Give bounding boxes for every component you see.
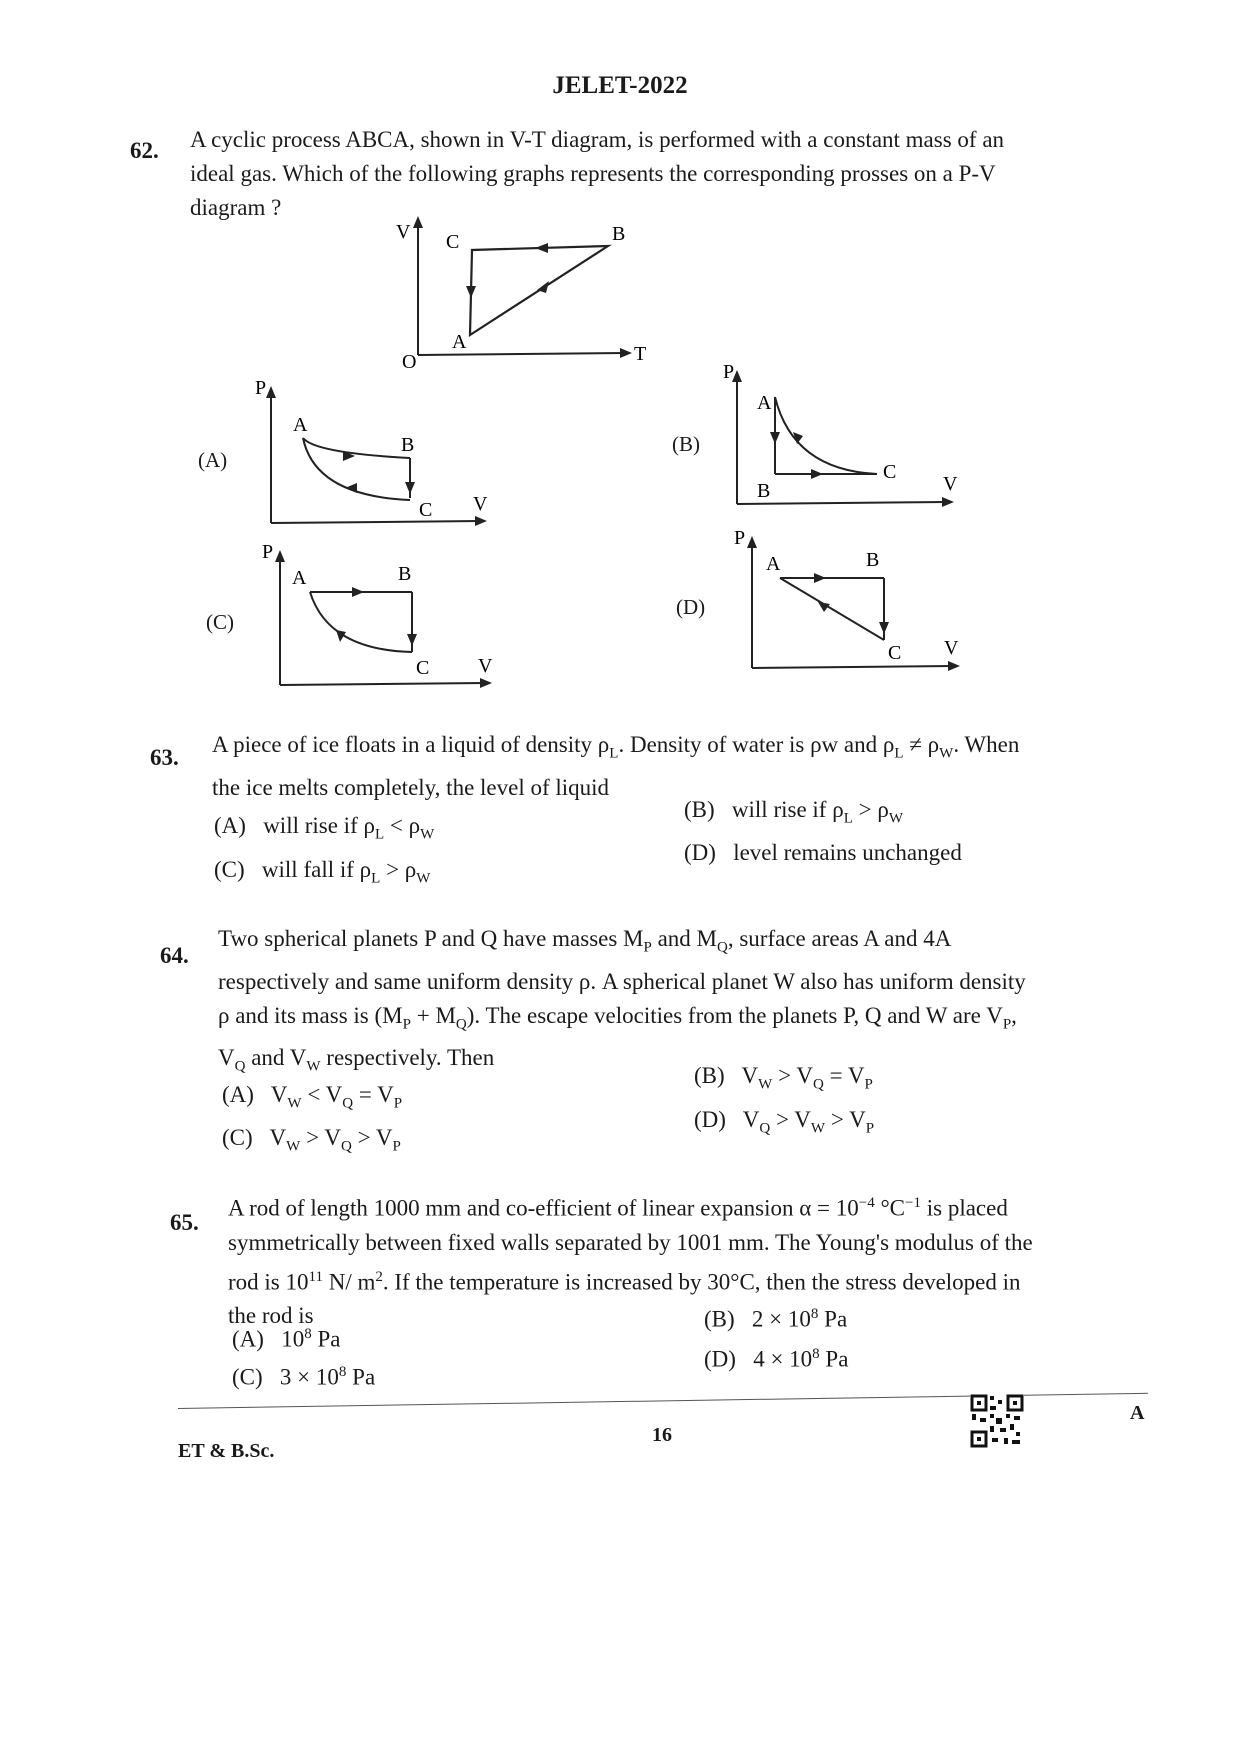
q64-option-a: (A) $V_W < V_Q = V_P$: [222, 1082, 403, 1112]
q64-option-b: (B) $V_W > V_Q = V_P$: [694, 1063, 873, 1093]
opt-d-point-b: B: [866, 549, 880, 571]
opt-b-axis-v: V: [943, 473, 958, 495]
vt-point-a: A: [452, 331, 467, 353]
page-number: 16: [652, 1424, 672, 1446]
opt-a-axis-p: P: [255, 377, 267, 399]
page-title: JELET-2022: [552, 72, 688, 99]
qr-code-icon: [970, 1394, 1024, 1448]
question-62-line2: ideal gas. Which of the following graphs represents the corresponding prosses on a P-V: [190, 161, 996, 186]
opt-b-point-a: A: [757, 392, 772, 414]
q63-option-a: (A) will rise if $\rho_L < \rho_W$: [214, 813, 435, 843]
question-64-text: [218, 922, 1118, 1084]
question-64-number: 64.: [160, 943, 189, 968]
question-64-line3: ρ and its mass is $(M_P + M_Q)$. The escape velocities from the planets P, Q and W are $V_P$,: [218, 1002, 1017, 1033]
opt-a-point-b: B: [401, 434, 415, 456]
opt-d-axis-v: V: [944, 637, 959, 659]
q62-option-a-label: (A): [198, 448, 228, 472]
question-62-line3: diagram ?: [190, 195, 282, 220]
opt-c-axis-v: V: [478, 655, 493, 677]
opt-b-axis-p: P: [723, 361, 735, 383]
question-65-line2: symmetrically between fixed walls separated by 1001 mm. The Young's modulus of the: [228, 1229, 1033, 1255]
q62-option-d-label: (D): [676, 595, 706, 619]
opt-c-point-b: B: [398, 563, 412, 585]
opt-d-point-a: A: [766, 553, 781, 575]
q65-option-b: (B) $2 \times 10^8$ Pa: [704, 1306, 848, 1332]
vt-diagram: [380, 210, 670, 375]
footer-course: ET & B.Sc.: [178, 1440, 275, 1462]
opt-d-axis-p: P: [734, 527, 746, 549]
q63-option-c: (C) will fall if $\rho_L > \rho_W$: [214, 857, 431, 887]
q62-option-b-graph: [725, 362, 975, 512]
opt-a-point-a: A: [293, 414, 308, 436]
question-62-number: 62.: [130, 138, 159, 163]
vt-origin: O: [402, 351, 417, 373]
q63-option-b: (B) will rise if $\rho_L > \rho_W$: [684, 797, 903, 827]
question-65-line1: A rod of length 1000 mm and co-efficient of linear expansion $\alpha = 10^{-4}$ $^\circ C^{-1}$ is placed: [228, 1195, 1008, 1221]
vt-axis-v: V: [396, 221, 411, 243]
question-63-line1: A piece of ice floats in a liquid of density $\rho_L$. Density of water is ρw and $\rho_L \ne \rho_W$. When: [212, 732, 1020, 762]
question-64-line2: respectively and same uniform density ρ. A spherical planet W also has uniform density: [218, 968, 1026, 994]
question-63-number: 63.: [150, 745, 179, 770]
vt-point-b: B: [612, 223, 626, 245]
question-62-line1: A cyclic process ABCA, shown in V-T diagram, is performed with a constant mass of an: [190, 127, 1005, 152]
question-64-line4: $V_Q$ and $V_W$ respectively. Then: [218, 1045, 495, 1075]
vt-axis-t: T: [634, 343, 647, 365]
opt-c-point-c: C: [416, 657, 430, 679]
set-code: A: [1130, 1402, 1145, 1424]
question-65-line3: rod is $10^{11}$ N/ $m^2$. If the temperature is increased by 30°C, then the stress developed in: [228, 1268, 1021, 1295]
opt-b-point-c: C: [883, 461, 897, 483]
q62-option-a-graph: [255, 378, 505, 528]
q65-option-d: (D) $4 \times 10^8$ Pa: [704, 1346, 849, 1372]
q65-option-c: (C) $3 \times 10^8$ Pa: [232, 1364, 376, 1390]
opt-a-point-c: C: [419, 499, 433, 521]
q62-option-d-graph: [728, 528, 978, 678]
q62-option-c-label: (C): [206, 610, 234, 634]
opt-a-axis-v: V: [473, 493, 488, 515]
opt-c-point-a: A: [292, 567, 307, 589]
question-63-text: [212, 728, 1112, 805]
opt-c-axis-p: P: [262, 541, 274, 563]
question-65-line4: the rod is: [228, 1303, 314, 1329]
opt-d-point-c: C: [888, 642, 902, 664]
q65-option-a: (A) $10^8$ Pa: [232, 1326, 341, 1352]
vt-point-c: C: [446, 231, 460, 253]
question-63-line2: the ice melts completely, the level of liquid: [212, 774, 610, 800]
opt-b-point-b: B: [757, 480, 771, 502]
q64-option-c: (C) $V_W > V_Q > V_P$: [222, 1125, 401, 1155]
question-64-line1: Two spherical planets P and Q have masses $M_P$ and $M_Q$, surface areas A and 4A: [218, 926, 952, 956]
q62-option-b-label: (B): [672, 432, 700, 456]
q62-option-c-graph: [260, 540, 510, 690]
question-65-number: 65.: [170, 1210, 199, 1235]
q64-option-d: (D) $V_Q > V_W > V_P$: [694, 1107, 875, 1137]
question-65-text: [228, 1186, 1128, 1333]
q63-option-d: (D) level remains unchanged: [684, 840, 962, 865]
